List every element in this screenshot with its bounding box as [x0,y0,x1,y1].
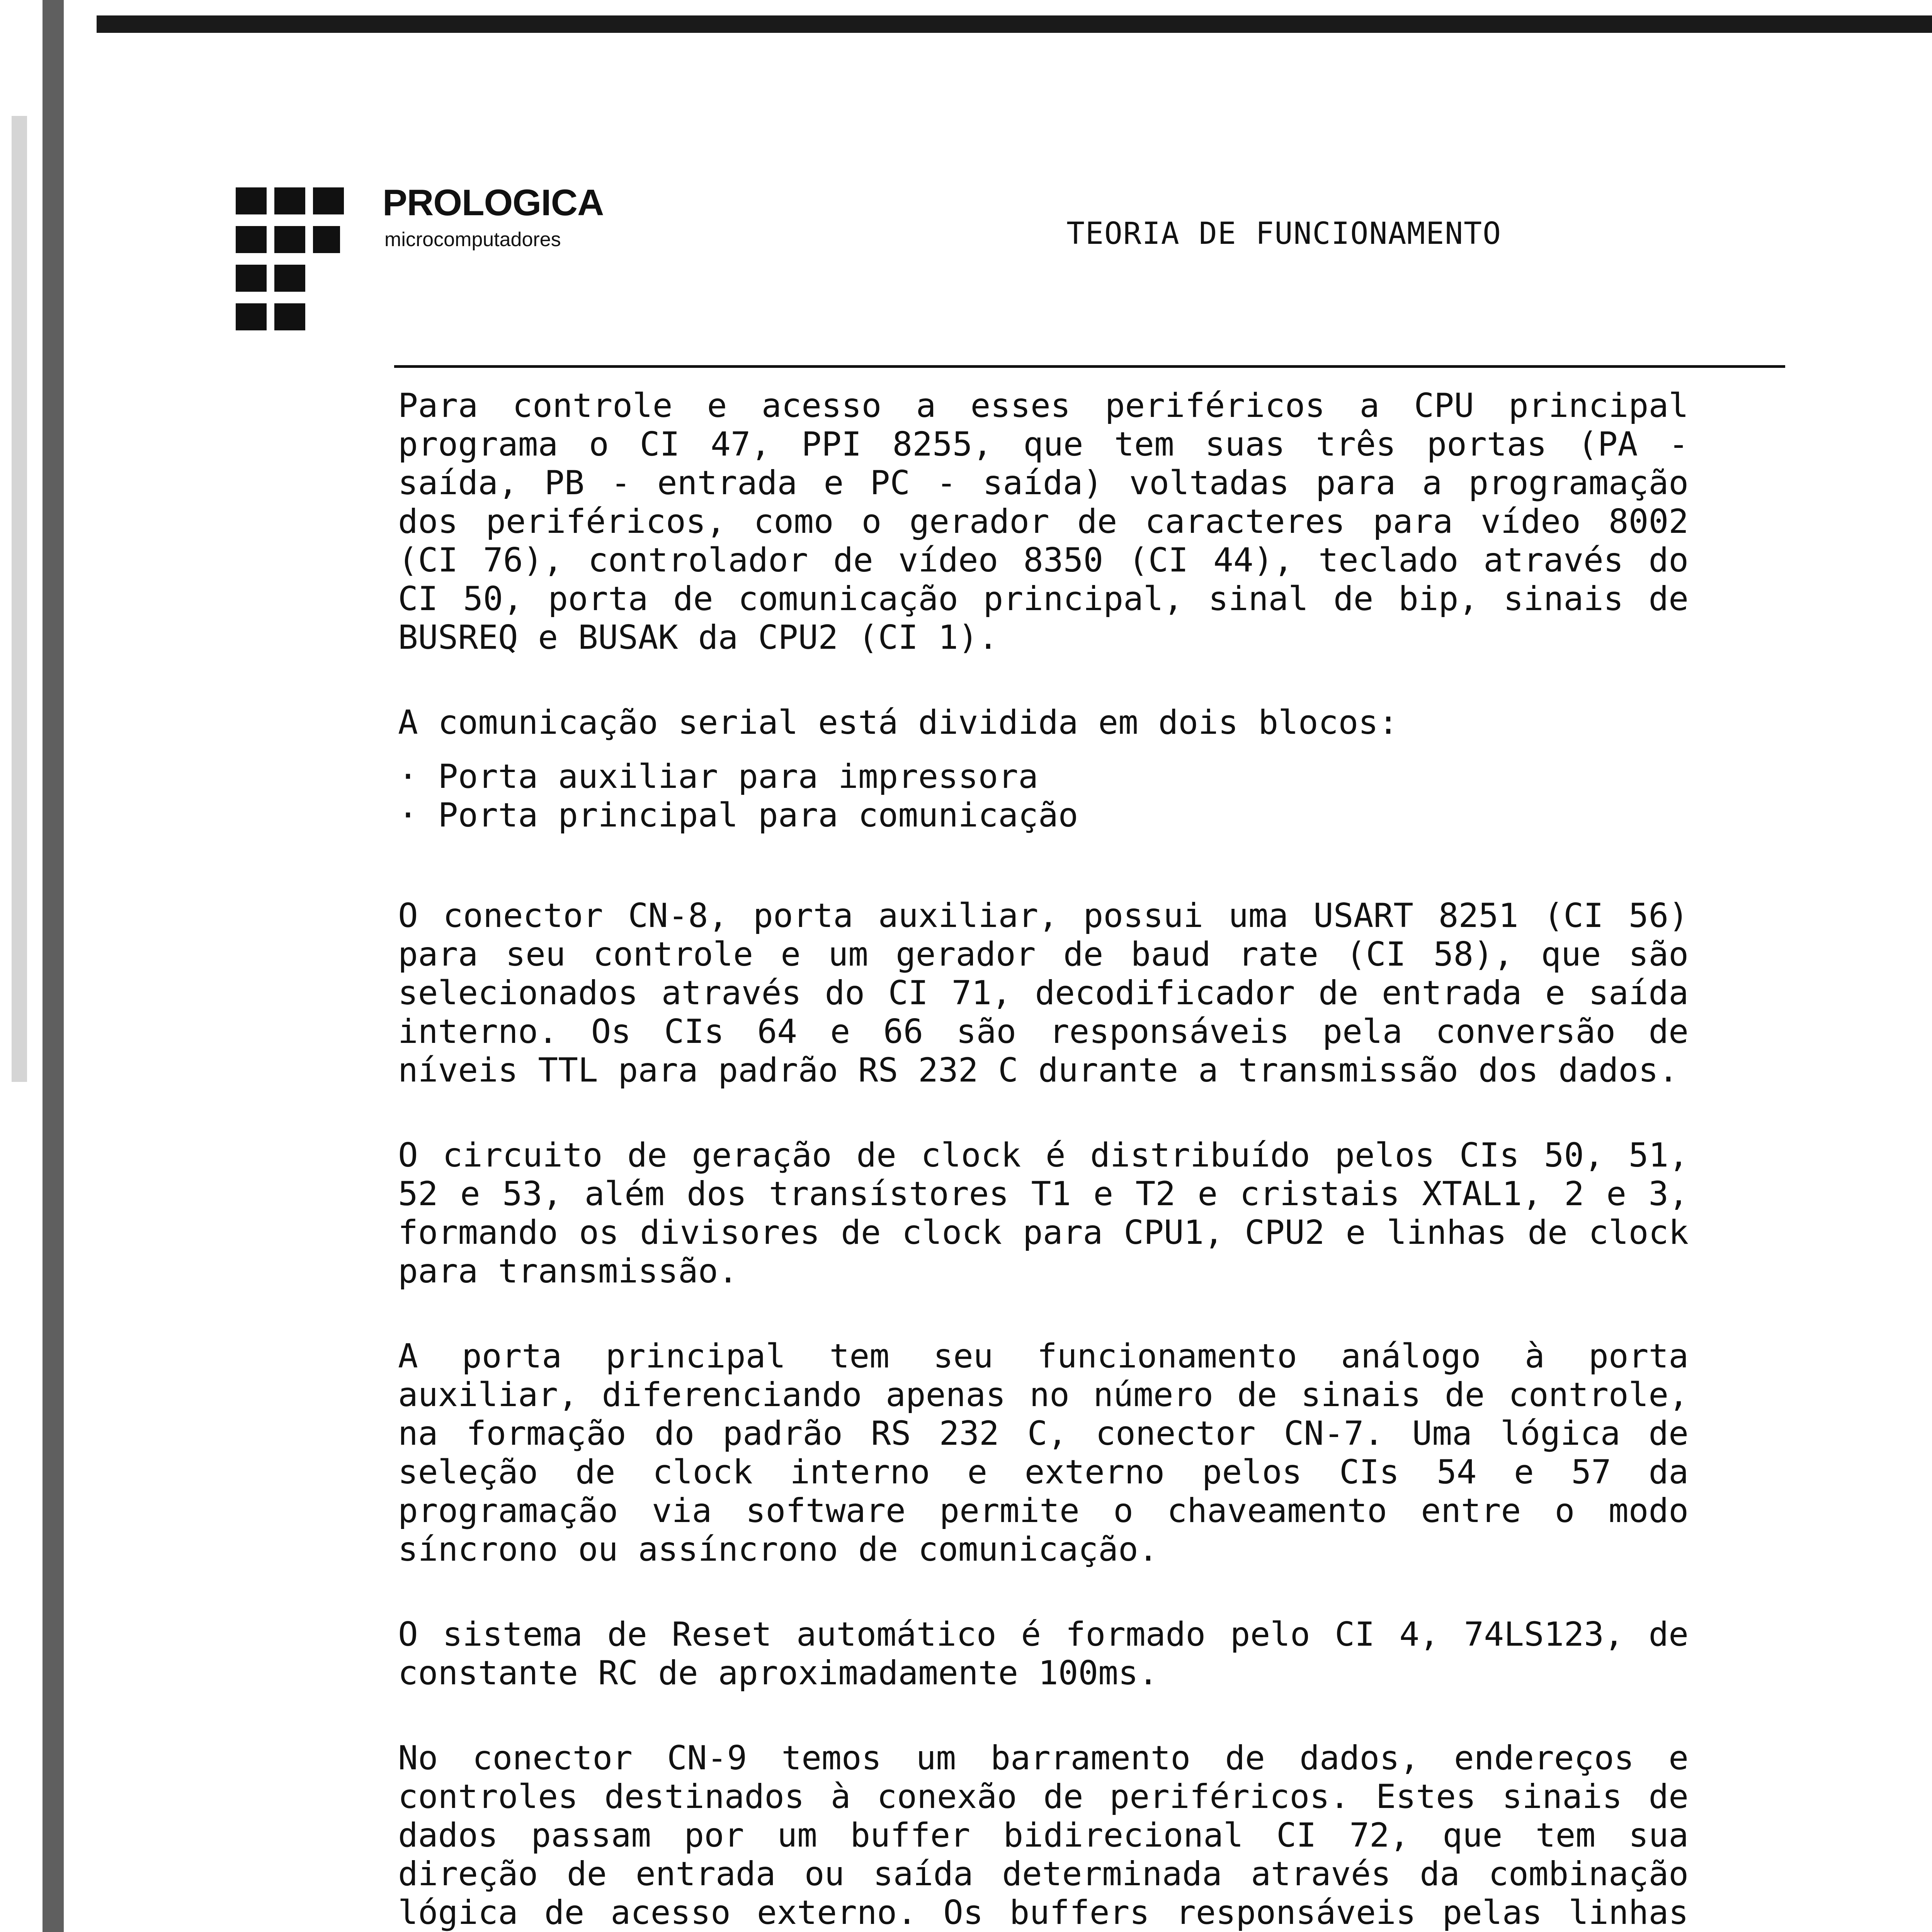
paragraph-serial-intro: A comunicação serial está dividida em dois blocos: [398,703,1398,742]
paragraph-peripherals: Para controle e acesso a esses periféricos a CPU principal programa o CI 47, PPI 8255, que tem suas três portas (PA - saída, PB - entrada e PC - saída) voltadas para a programação dos periféricos, como o gerador de caracteres para vídeo 8002 (CI 76), controlador de vídeo 8350 (CI 44), teclado através do CI 50, porta de comunicação principal, sinal de bip, sinais de BUSREQ e BUSAK da CPU2 (CI 1). [398,386,1689,657]
brand-subtitle: microcomputadores [384,228,561,251]
scan-edge-top [97,15,1932,33]
paragraph-main-port: A porta principal tem seu funcionamento análogo à porta auxiliar, diferenciando apenas no número de sinais de controle, na formação do padrão RS 232 C, conector CN-7. Uma lógica de seleção de clock interno e externo pelos CIs 54 e 57 da programação via software permite o chaveamento entre o modo síncrono ou assíncrono de comunicação. [398,1337,1689,1569]
serial-blocks-list [398,757,1689,835]
paragraph-cn8: O conector CN-8, porta auxiliar, possui uma USART 8251 (CI 56) para seu controle e um gerador de baud rate (CI 58), que são selecionados através do CI 71, decodificador de entrada e saída interno. Os CIs 64 e 66 são responsáveis pela conversão de níveis TTL para padrão RS 232 C durante a transmissão dos dados. [398,896,1689,1090]
prologica-logo-icon [236,187,352,334]
page-body [398,386,1689,1932]
section-title: TEORIA DE FUNCIONAMENTO [1066,216,1502,251]
list-item: · Porta auxiliar para impressora [398,757,1689,796]
brand-name: PROLOGICA [383,182,604,223]
header-divider [394,365,1785,368]
paragraph-cn9: No conector CN-9 temos um barramento de dados, endereços e controles destinados à conexão de periféricos. Estes sinais de dados passam por um buffer bidirecional CI 72, que tem sua direção de entrada ou saída determinada através da combinação lógica de acesso externo. Os buffers responsáveis pelas linhas [398,1739,1689,1932]
paragraph-clock: O circuito de geração de clock é distribuído pelos CIs 50, 51, 52 e 53, além dos transístores T1 e T2 e cristais XTAL1, 2 e 3, formando os divisores de clock para CPU1, CPU2 e linhas de clock para transmissão. [398,1136,1689,1291]
scan-shadow-left [12,116,27,1082]
paragraph-reset: O sistema de Reset automático é formado pelo CI 4, 74LS123, de constante RC de aproximadamente 100ms. [398,1615,1689,1692]
scan-edge-left [43,0,64,1932]
list-item: · Porta principal para comunicação [398,796,1689,835]
